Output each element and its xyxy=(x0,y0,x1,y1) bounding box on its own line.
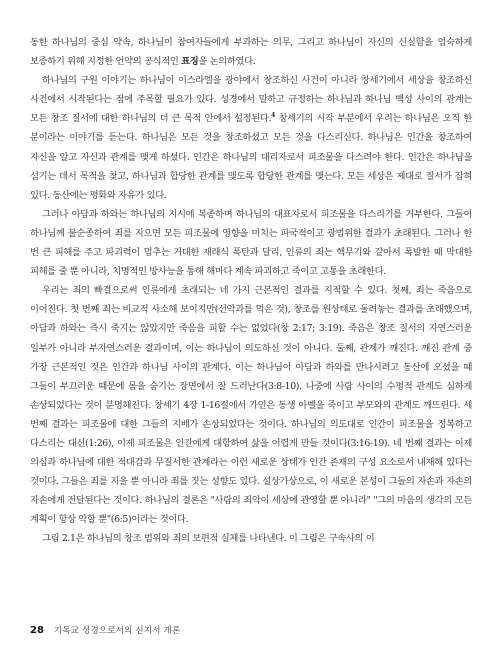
footnote-marker[interactable]: 4 xyxy=(271,112,275,120)
paragraph-1 xyxy=(30,33,472,71)
paragraph-5-text: 그림 2.1은 하나님의 창조 범위와 죄의 보편적 실체를 나타낸다. 이 그림은 구속사의 이 xyxy=(42,533,375,545)
page-number: 28 xyxy=(30,625,44,636)
paragraph-3 xyxy=(30,205,472,281)
paragraph-1-text-end: 을 논의하였다. xyxy=(198,56,256,68)
paragraph-2-text-end: 창세기의 시작 부분에서 우리는 하나님은 오직 한 분이라는 이야기를 듣는다. 하나님은 모든 것을 창조하셨고 모든 것을 다스리신다. 하나님은 인간을 창조하여 자신을 알고 자신과 관계를 맺게 하셨다. 인간은 하나님의 대리자로서 피조물을 다스려야 한다. 인간은 하나님을 섬기는 데서 목적을 찾고, 하나님과 합당한 관계를 맺도록 합당한 관계를 맺는다. 모든 세상은 제대로 질서가 잡혀 있다. 동산에는 평화와 자유가 있다. xyxy=(30,113,472,201)
paragraph-5 xyxy=(30,529,472,548)
paragraph-1-text: 동한 하나님의 중심 약속, 하나님이 참여자들에게 부과하는 의무, 그리고 하나님이 자신의 신실함을 엄숙하게 보증하기 위해 지정한 언약의 공식적인 xyxy=(30,37,472,68)
paragraph-3-text: 그러나 아담과 하와는 하나님의 지시에 복종하며 하나님의 대표자로서 피조물을 다스리기를 거부한다. 그들이 하나님께 불순종하여 죄를 지으면 모든 피조물에 영향을 미치는 파국적이고 광범위한 결과가 초래된다. 그러나 한 번 큰 피해를 주고 파괴력이 멈추는 거대한 재래식 폭탄과 달리, 인류의 죄는 핵무기와 같아서 폭발한 때 막대한 피해를 줄 뿐 아니라, 치명적인 방사능을 통해 해마다 계속 파괴하고 죽이고 고통을 초래한다. xyxy=(30,208,472,278)
paragraph-2-text: 하나님의 구원 이야기는 하나님이 이스라엘을 광야에서 창조하신 사건이 아니라 창세기에서 세상을 창조하신 사건에서 시작된다는 점에 주목할 필요가 있다. 성경에서 말하고 규정하는 하나님과 하나님 백성 사이의 관계는 모든 창조 질서에 대한 하나님의 더 큰 목적 안에서 설정된다. xyxy=(30,75,472,125)
paragraph-4 xyxy=(30,281,472,529)
paragraph-1-bold-term: 표징 xyxy=(181,56,199,68)
paragraph-2 xyxy=(30,71,472,205)
page-body xyxy=(30,33,472,549)
page-footer xyxy=(30,624,470,636)
paragraph-4-text: 우리는 죄의 빠결으로써 인류에게 초래되는 네 가지 근본적인 결과를 지적할 수 있다. 첫째, 죄는 죽음으로 이어진다. 첫 번째 죄는 비교적 사소해 보이지만(선악과를 먹은 것), 창조를 원상태로 돌려놓는 결과를 초래했으며, 아담과 하와는 즉시 죽지는 않았지만 죽음을 피할 수는 없었다(창 2:17; 3:19). 죽음은 창조 질서의 자연스러운 일부가 아니라 부자연스러운 결과이며, 이는 하나님이 의도하신 것이 아니다. 둘째, 관계가 깨진다. 깨진 관계 중 가장 근본적인 것은 인간과 하나님 사이의 관계다. 이는 하나님이 아담과 하와를 만나시려고 동산에 오셨을 때 그들이 부끄러운 때문에 몸을 숨기는 장면에서 잘 드러난다(3:8-10). 나중에 사람 사이의 수평적 관계도 심하게 손상되었다는 것이 분명해진다. 창세기 4장 1-16절에서 가인은 동생 아벨을 죽이고 부모와의 관계도 깨뜨린다. 세 번째 결과는 피조물에 대한 그들의 지배가 손상되었다는 것이다. 하나님의 의도대로 인간이 피조물을 정복하고 다스리는 대신(1:26), 이제 피조물은 인간에게 대항하여 삶을 어렵게 만들 것이다(3:16-19). 네 번째 결과는 이제 의심과 하나님에 대한 적대감과 무질서한 관계라는 이런 새로운 상태가 인간 존재의 구성 요소로서 내재해 있다는 것이다. 그들은 죄를 지을 뿐 아니라 죄를 짓는 성향도 있다. 설상가상으로, 이 새로운 본성이 그들의 자손과 자손의 자손에게 전달된다는 것이다. 하나님의 결론은 "사람의 죄악이 세상에 관영할 뿐 아니라" "그의 마음의 생각의 모든 계획이 항상 악할 뿐"(6:5)이라는 것이다. xyxy=(30,285,472,526)
running-title: 기독교 성경으로서의 신지서 개론 xyxy=(53,626,181,636)
